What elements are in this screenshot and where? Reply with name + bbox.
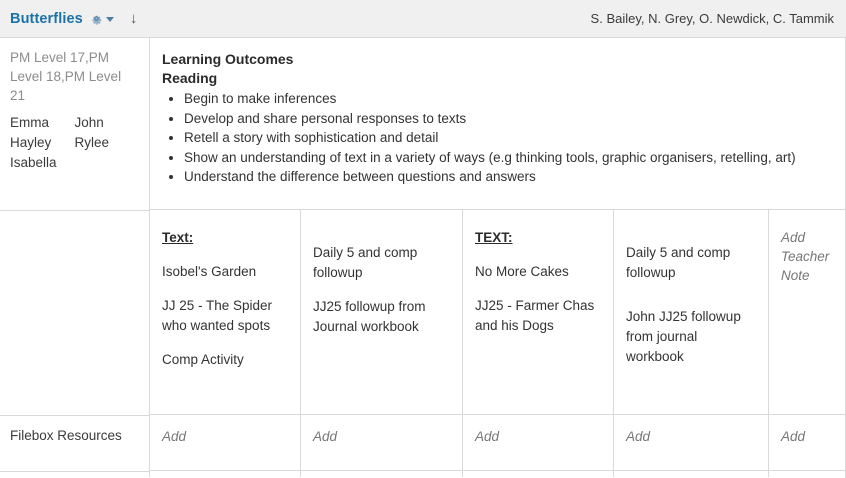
bottom-row-strip [150, 471, 846, 477]
outcome-item: • Show an understanding of text in a variety of ways (e.g thinking tools, graphic organisers, retelling, art) [184, 148, 832, 168]
note-heading: Text: [162, 230, 194, 245]
learning-outcomes-cell[interactable] [150, 38, 846, 210]
bottom-cell-2 [301, 471, 463, 477]
student-name: Hayley [10, 135, 52, 150]
header-bar [0, 0, 846, 38]
note-cell-thursday[interactable] [614, 210, 769, 414]
planning-grid [0, 38, 846, 477]
student-list [10, 113, 139, 173]
bottom-cell-4 [614, 471, 769, 477]
note-line: Isobel's Garden [162, 264, 257, 279]
add-resource-link[interactable]: Add [626, 429, 651, 444]
note-line: JJ25 followup from Journal workbook [313, 299, 426, 334]
student-name: Isabella [10, 155, 57, 170]
student-column-1 [10, 113, 75, 173]
note-cell-wednesday[interactable] [463, 210, 614, 414]
teacher-notes-row [150, 210, 846, 415]
left-bottom-cell [0, 471, 149, 477]
bottom-cell-3 [463, 471, 614, 477]
resource-cell-5[interactable] [769, 415, 846, 470]
add-resource-link[interactable]: Add [781, 429, 806, 444]
gear-icon[interactable] [90, 12, 103, 25]
outcomes-subtitle: Reading [162, 70, 218, 86]
add-resource-link[interactable]: Add [475, 429, 500, 444]
outcome-item: • Retell a story with sophistication and detail [184, 128, 832, 148]
outcome-item: • Understand the difference between questions and answers [184, 167, 832, 187]
add-teacher-note-placeholder[interactable]: Add Teacher Note [781, 230, 830, 283]
resources-row [150, 415, 846, 471]
bottom-cell-5 [769, 471, 846, 477]
outcome-item: • Develop and share personal responses to texts [184, 109, 832, 129]
outcomes-list [162, 89, 832, 187]
note-line: Comp Activity [162, 352, 244, 367]
right-column [150, 38, 846, 477]
chevron-down-icon[interactable] [106, 17, 114, 22]
left-spacer-cell [0, 210, 149, 415]
note-line: JJ 25 - The Spider who wanted spots [162, 298, 273, 333]
bottom-cell-1 [150, 471, 301, 477]
pm-levels: PM Level 17,PM Level 18,PM Level 21 [10, 50, 122, 103]
group-settings-control[interactable] [90, 12, 114, 25]
student-column-2 [75, 113, 140, 173]
filebox-resources-label: Filebox Resources [0, 415, 149, 471]
resource-cell-4[interactable] [614, 415, 769, 470]
resource-cell-3[interactable] [463, 415, 614, 470]
note-line: Daily 5 and comp followup [313, 245, 418, 280]
note-line: John JJ25 followup from journal workbook [626, 309, 741, 364]
student-name: Emma [10, 115, 50, 130]
note-line: No More Cakes [475, 264, 569, 279]
outcome-item: • Begin to make inferences [184, 89, 832, 109]
group-title[interactable]: Butterflies [10, 10, 83, 27]
add-resource-link[interactable]: Add [313, 429, 338, 444]
note-cell-tuesday[interactable] [301, 210, 463, 414]
note-line: JJ25 - Farmer Chas and his Dogs [475, 298, 595, 333]
teachers-list: S. Bailey, N. Grey, O. Newdick, C. Tammik [590, 11, 834, 26]
resource-cell-2[interactable] [301, 415, 463, 470]
download-icon[interactable]: ↓ [129, 10, 138, 27]
resource-cell-1[interactable] [150, 415, 301, 470]
note-heading: TEXT: [475, 230, 513, 245]
outcomes-title: Learning Outcomes [162, 51, 294, 67]
note-cell-add-teacher-note[interactable] [769, 210, 846, 414]
student-name: Rylee [74, 135, 110, 150]
group-levels-cell [0, 38, 149, 210]
add-resource-link[interactable]: Add [162, 429, 187, 444]
student-name: John [74, 115, 104, 130]
left-column [0, 38, 150, 477]
note-line: Daily 5 and comp followup [626, 245, 731, 280]
note-cell-monday[interactable] [150, 210, 301, 414]
